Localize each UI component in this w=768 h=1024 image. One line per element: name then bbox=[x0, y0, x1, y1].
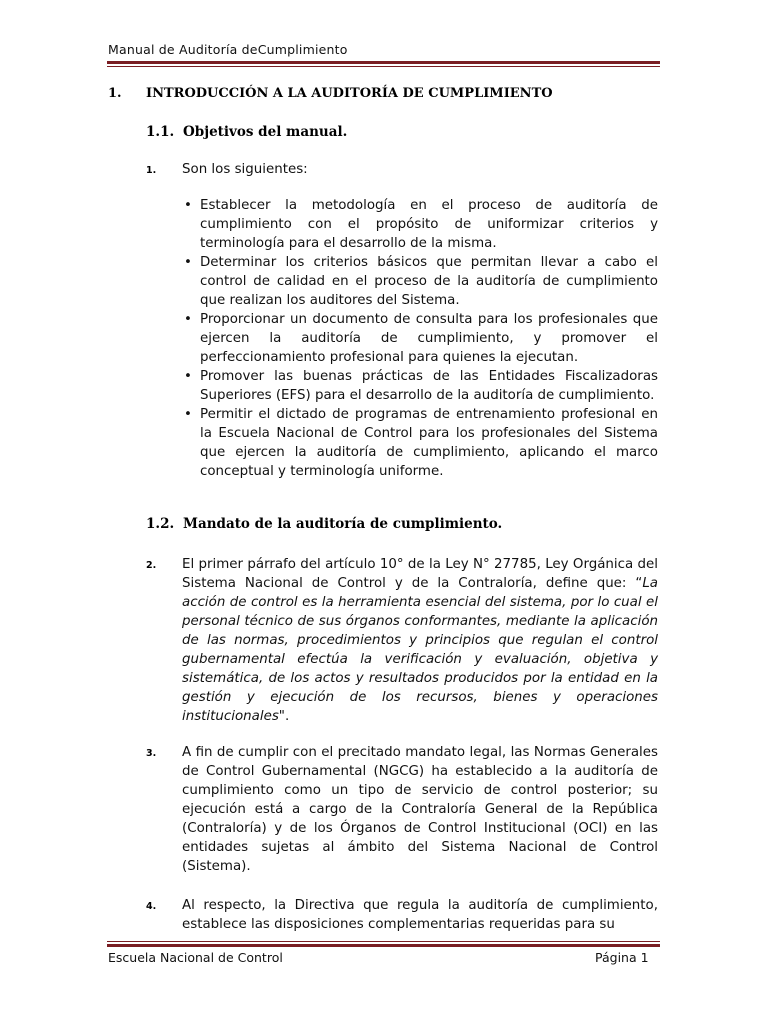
section-title: INTRODUCCIÓN A LA AUDITORÍA DE CUMPLIMIENTO bbox=[146, 86, 553, 101]
list-item-text: Establecer la metodología en el proceso de auditoría de cumplimiento con el propósito de uniformizar criterios y terminología para el desarrollo de la misma. bbox=[200, 198, 658, 251]
paragraph-1: Son los siguientes: bbox=[182, 162, 308, 177]
list-item-text: Proporcionar un documento de consulta para los profesionales que ejercen la auditoría de cumplimiento, y promover el perfeccionamiento profesional para quienes la ejecutan. bbox=[200, 312, 658, 365]
list-item bbox=[182, 367, 658, 405]
section-number: 1. bbox=[108, 86, 122, 101]
list-item-text: Permitir el dictado de programas de entrenamiento profesional en la Escuela Nacional de Control para los profesionales del Sistema que ejercen la auditoría de cumplimiento, aplicando el marco conceptual y terminología uniforme. bbox=[200, 407, 658, 479]
subsection-title: Mandato de la auditoría de cumplimiento. bbox=[183, 516, 503, 532]
footer-rule-thick bbox=[107, 944, 660, 947]
bullet-icon: • bbox=[184, 369, 192, 384]
subsection-number: 1.1. bbox=[146, 124, 175, 140]
paragraph-2-tail: ". bbox=[278, 709, 290, 724]
bullet-icon: • bbox=[184, 312, 192, 327]
paragraph-4: Al respecto, la Directiva que regula la auditoría de cumplimiento, establece las disposiciones complementarias requeridas para su bbox=[182, 898, 658, 932]
paragraph-number: 2. bbox=[146, 560, 157, 571]
list-item bbox=[182, 196, 658, 253]
list-item-text: Determinar los criterios básicos que permitan llevar a cabo el control de calidad en el proceso de la auditoría de cumplimiento que realizan los auditores del Sistema. bbox=[200, 255, 658, 308]
paragraph-number: 1. bbox=[146, 165, 157, 176]
footer-left: Escuela Nacional de Control bbox=[108, 950, 283, 965]
header-rule-thin bbox=[107, 66, 660, 67]
list-item bbox=[182, 405, 658, 481]
header-rule-thick bbox=[107, 61, 660, 64]
footer-rule-thin bbox=[107, 941, 660, 942]
bullet-icon: • bbox=[184, 255, 192, 270]
objectives-list bbox=[182, 196, 658, 481]
bullet-icon: • bbox=[184, 198, 192, 213]
list-item bbox=[182, 253, 658, 310]
paragraph-2 bbox=[182, 555, 658, 726]
paragraph-2-lead: El primer párrafo del artículo 10° de la Ley N° 27785, Ley Orgánica del Sistema Nacional de Control y de la Contraloría, define que: “ bbox=[182, 557, 658, 591]
paragraph-number: 4. bbox=[146, 901, 157, 912]
list-item bbox=[182, 310, 658, 367]
running-header: Manual de Auditoría deCumplimiento bbox=[108, 42, 348, 57]
subsection-title: Objetivos del manual. bbox=[183, 124, 348, 140]
list-item-text: Promover las buenas prácticas de las Entidades Fiscalizadoras Superiores (EFS) para el desarrollo de la auditoría de cumplimiento. bbox=[200, 369, 658, 403]
page-number: Página 1 bbox=[595, 950, 649, 965]
paragraph-3: A fin de cumplir con el precitado mandato legal, las Normas Generales de Control Gubernamental (NGCG) ha establecido a la auditoría de cumplimiento como un tipo de servicio de control posterior; su ejecución está a cargo de la Contraloría General de la República (Contraloría) y de los Órganos de Control Institucional (OCI) en las entidades sujetas al ámbito del Sistema Nacional de Control (Sistema). bbox=[182, 745, 658, 874]
paragraph-2-quote: La acción de control es la herramienta esencial del sistema, por lo cual el personal técnico de sus órganos conformantes, mediante la aplicación de las normas, procedimientos y principios que regulan el control gubernamental efectúa la verificación y evaluación, objetiva y sistemática, de los actos y resultados producidos por la entidad en la gestión y ejecución de los recursos, bienes y operaciones institucionales bbox=[182, 576, 658, 724]
paragraph-number: 3. bbox=[146, 748, 157, 759]
subsection-number: 1.2. bbox=[146, 516, 175, 532]
bullet-icon: • bbox=[184, 407, 192, 422]
